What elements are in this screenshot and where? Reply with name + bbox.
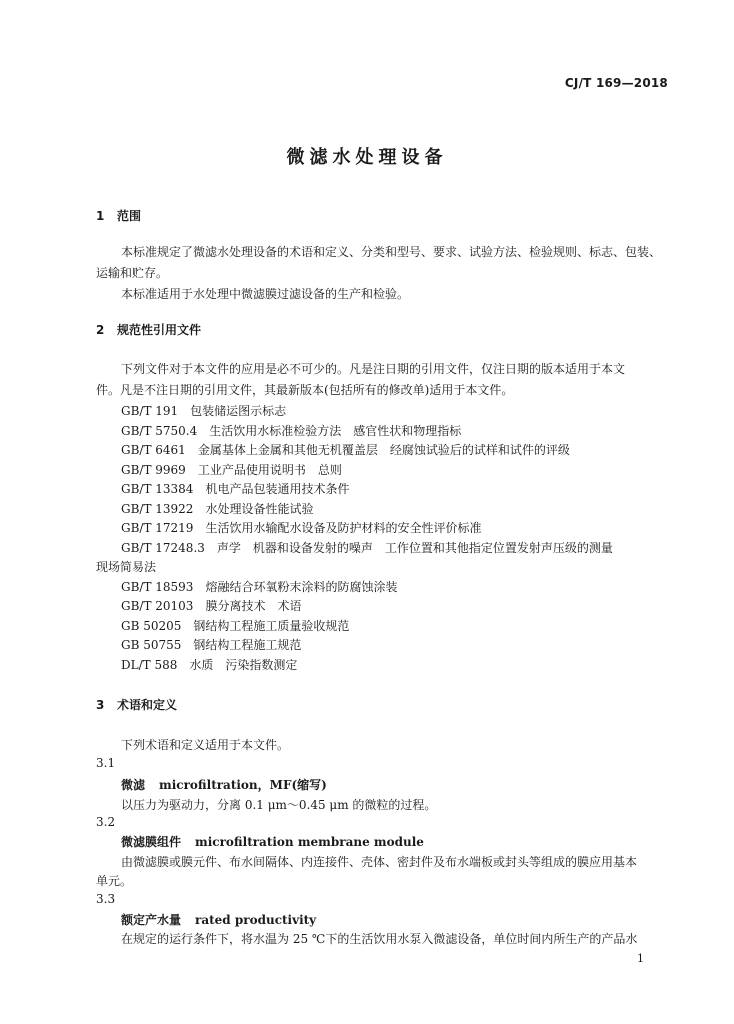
term-chinese: 额定产水量: [121, 913, 182, 927]
reference-title: 钢结构工程施工质量验收规范: [193, 619, 350, 633]
reference-code: GB/T 6461: [121, 443, 186, 457]
term-definition: 在规定的运行条件下，将水温为 25 ℃下的生活饮用水泵入微滤设备，单位时间内所生产的产品水: [121, 932, 638, 946]
term-english: microfiltration membrane module: [195, 835, 424, 849]
reference-title: 生活饮用水标准检验方法 感官性状和物理指标: [209, 424, 462, 438]
paragraph: 本标准规定了微滤水处理设备的术语和定义、分类和型号、要求、试验方法、检验规则、标志、包装、: [121, 245, 662, 259]
reference-item: [121, 617, 349, 634]
term-heading: [121, 911, 316, 928]
reference-title: 熔融结合环氧粉末涂料的防腐蚀涂装: [205, 580, 398, 594]
paragraph: 运输和贮存。: [96, 266, 169, 280]
paragraph: 下列文件对于本文件的应用是必不可少的。凡是注日期的引用文件，仅注日期的版本适用于本文: [121, 362, 626, 376]
reference-code: GB 50205: [121, 619, 182, 633]
reference-item: [121, 636, 301, 653]
reference-code: GB/T 5750.4: [121, 424, 198, 438]
section-number: 2: [96, 323, 105, 337]
term-definition: 由微滤膜或膜元件、布水间隔体、内连接件、壳体、密封件及布水端板或封头等组成的膜应用基本: [121, 855, 638, 869]
reference-item: [121, 461, 342, 478]
section-title: 规范性引用文件: [117, 323, 202, 337]
reference-code: GB/T 13922: [121, 502, 194, 516]
reference-title: 钢结构工程施工规范: [193, 638, 302, 652]
paragraph: 下列术语和定义适用于本文件。: [121, 738, 290, 752]
reference-continuation: 现场简易法: [96, 560, 157, 574]
term-english: microfiltration，MF(缩写): [159, 778, 327, 792]
page-number: 1: [637, 952, 644, 965]
term-definition: 单元。: [96, 874, 133, 888]
reference-code: GB/T 13384: [121, 482, 194, 496]
reference-item: [121, 578, 397, 595]
reference-code: GB/T 17219: [121, 521, 194, 535]
reference-code: GB/T 17248.3: [121, 541, 205, 555]
paragraph: 本标准适用于水处理中微滤膜过滤设备的生产和检验。: [121, 287, 410, 301]
reference-title: 膜分离技术 术语: [205, 599, 302, 613]
reference-item: [121, 441, 570, 458]
reference-code: GB/T 9969: [121, 463, 186, 477]
reference-title: 声学 机器和设备发射的噪声 工作位置和其他指定位置发射声压级的测量: [216, 541, 613, 555]
section-2-heading: [96, 321, 201, 338]
reference-item: [121, 422, 461, 439]
reference-code: GB/T 191: [121, 404, 179, 418]
reference-item: [121, 597, 301, 614]
term-chinese: 微滤: [121, 778, 146, 792]
term-chinese: 微滤膜组件: [121, 835, 182, 849]
reference-item: [121, 656, 297, 673]
term-heading: [121, 776, 327, 793]
reference-item: [121, 539, 613, 556]
paragraph: 件。凡是不注日期的引用文件，其最新版本(包括所有的修改单)适用于本文件。: [96, 383, 514, 397]
reference-title: 包装储运图示标志: [190, 404, 287, 418]
standard-code: CJ/T 169—2018: [564, 76, 668, 90]
clause-number: 3.3: [96, 892, 116, 906]
reference-item: [121, 500, 313, 517]
reference-title: 工业产品使用说明书 总则: [197, 463, 342, 477]
reference-title: 机电产品包装通用技术条件: [205, 482, 350, 496]
reference-code: GB/T 20103: [121, 599, 194, 613]
section-3-heading: [96, 696, 177, 713]
section-title: 术语和定义: [117, 698, 178, 712]
reference-title: 水质 污染指数测定: [189, 658, 298, 672]
clause-number: 3.1: [96, 756, 116, 770]
reference-item: [121, 519, 481, 536]
term-definition: 以压力为驱动力，分离 0.1 μm～0.45 μm 的微粒的过程。: [121, 798, 437, 812]
term-english: rated productivity: [195, 913, 317, 927]
section-number: 1: [96, 209, 105, 223]
document-title: 微滤水处理设备: [286, 147, 448, 168]
clause-number: 3.2: [96, 815, 116, 829]
reference-item: [121, 480, 349, 497]
section-number: 3: [96, 698, 105, 712]
reference-code: GB 50755: [121, 638, 182, 652]
reference-title: 生活饮用水输配水设备及防护材料的安全性评价标准: [205, 521, 482, 535]
section-1-heading: [96, 207, 141, 224]
reference-item: [121, 402, 286, 419]
reference-title: 金属基体上金属和其他无机覆盖层 经腐蚀试验后的试样和试件的评级: [197, 443, 570, 457]
reference-title: 水处理设备性能试验: [205, 502, 314, 516]
reference-code: GB/T 18593: [121, 580, 194, 594]
reference-code: DL/T 588: [121, 658, 178, 672]
section-title: 范围: [117, 209, 142, 223]
term-heading: [121, 833, 424, 850]
